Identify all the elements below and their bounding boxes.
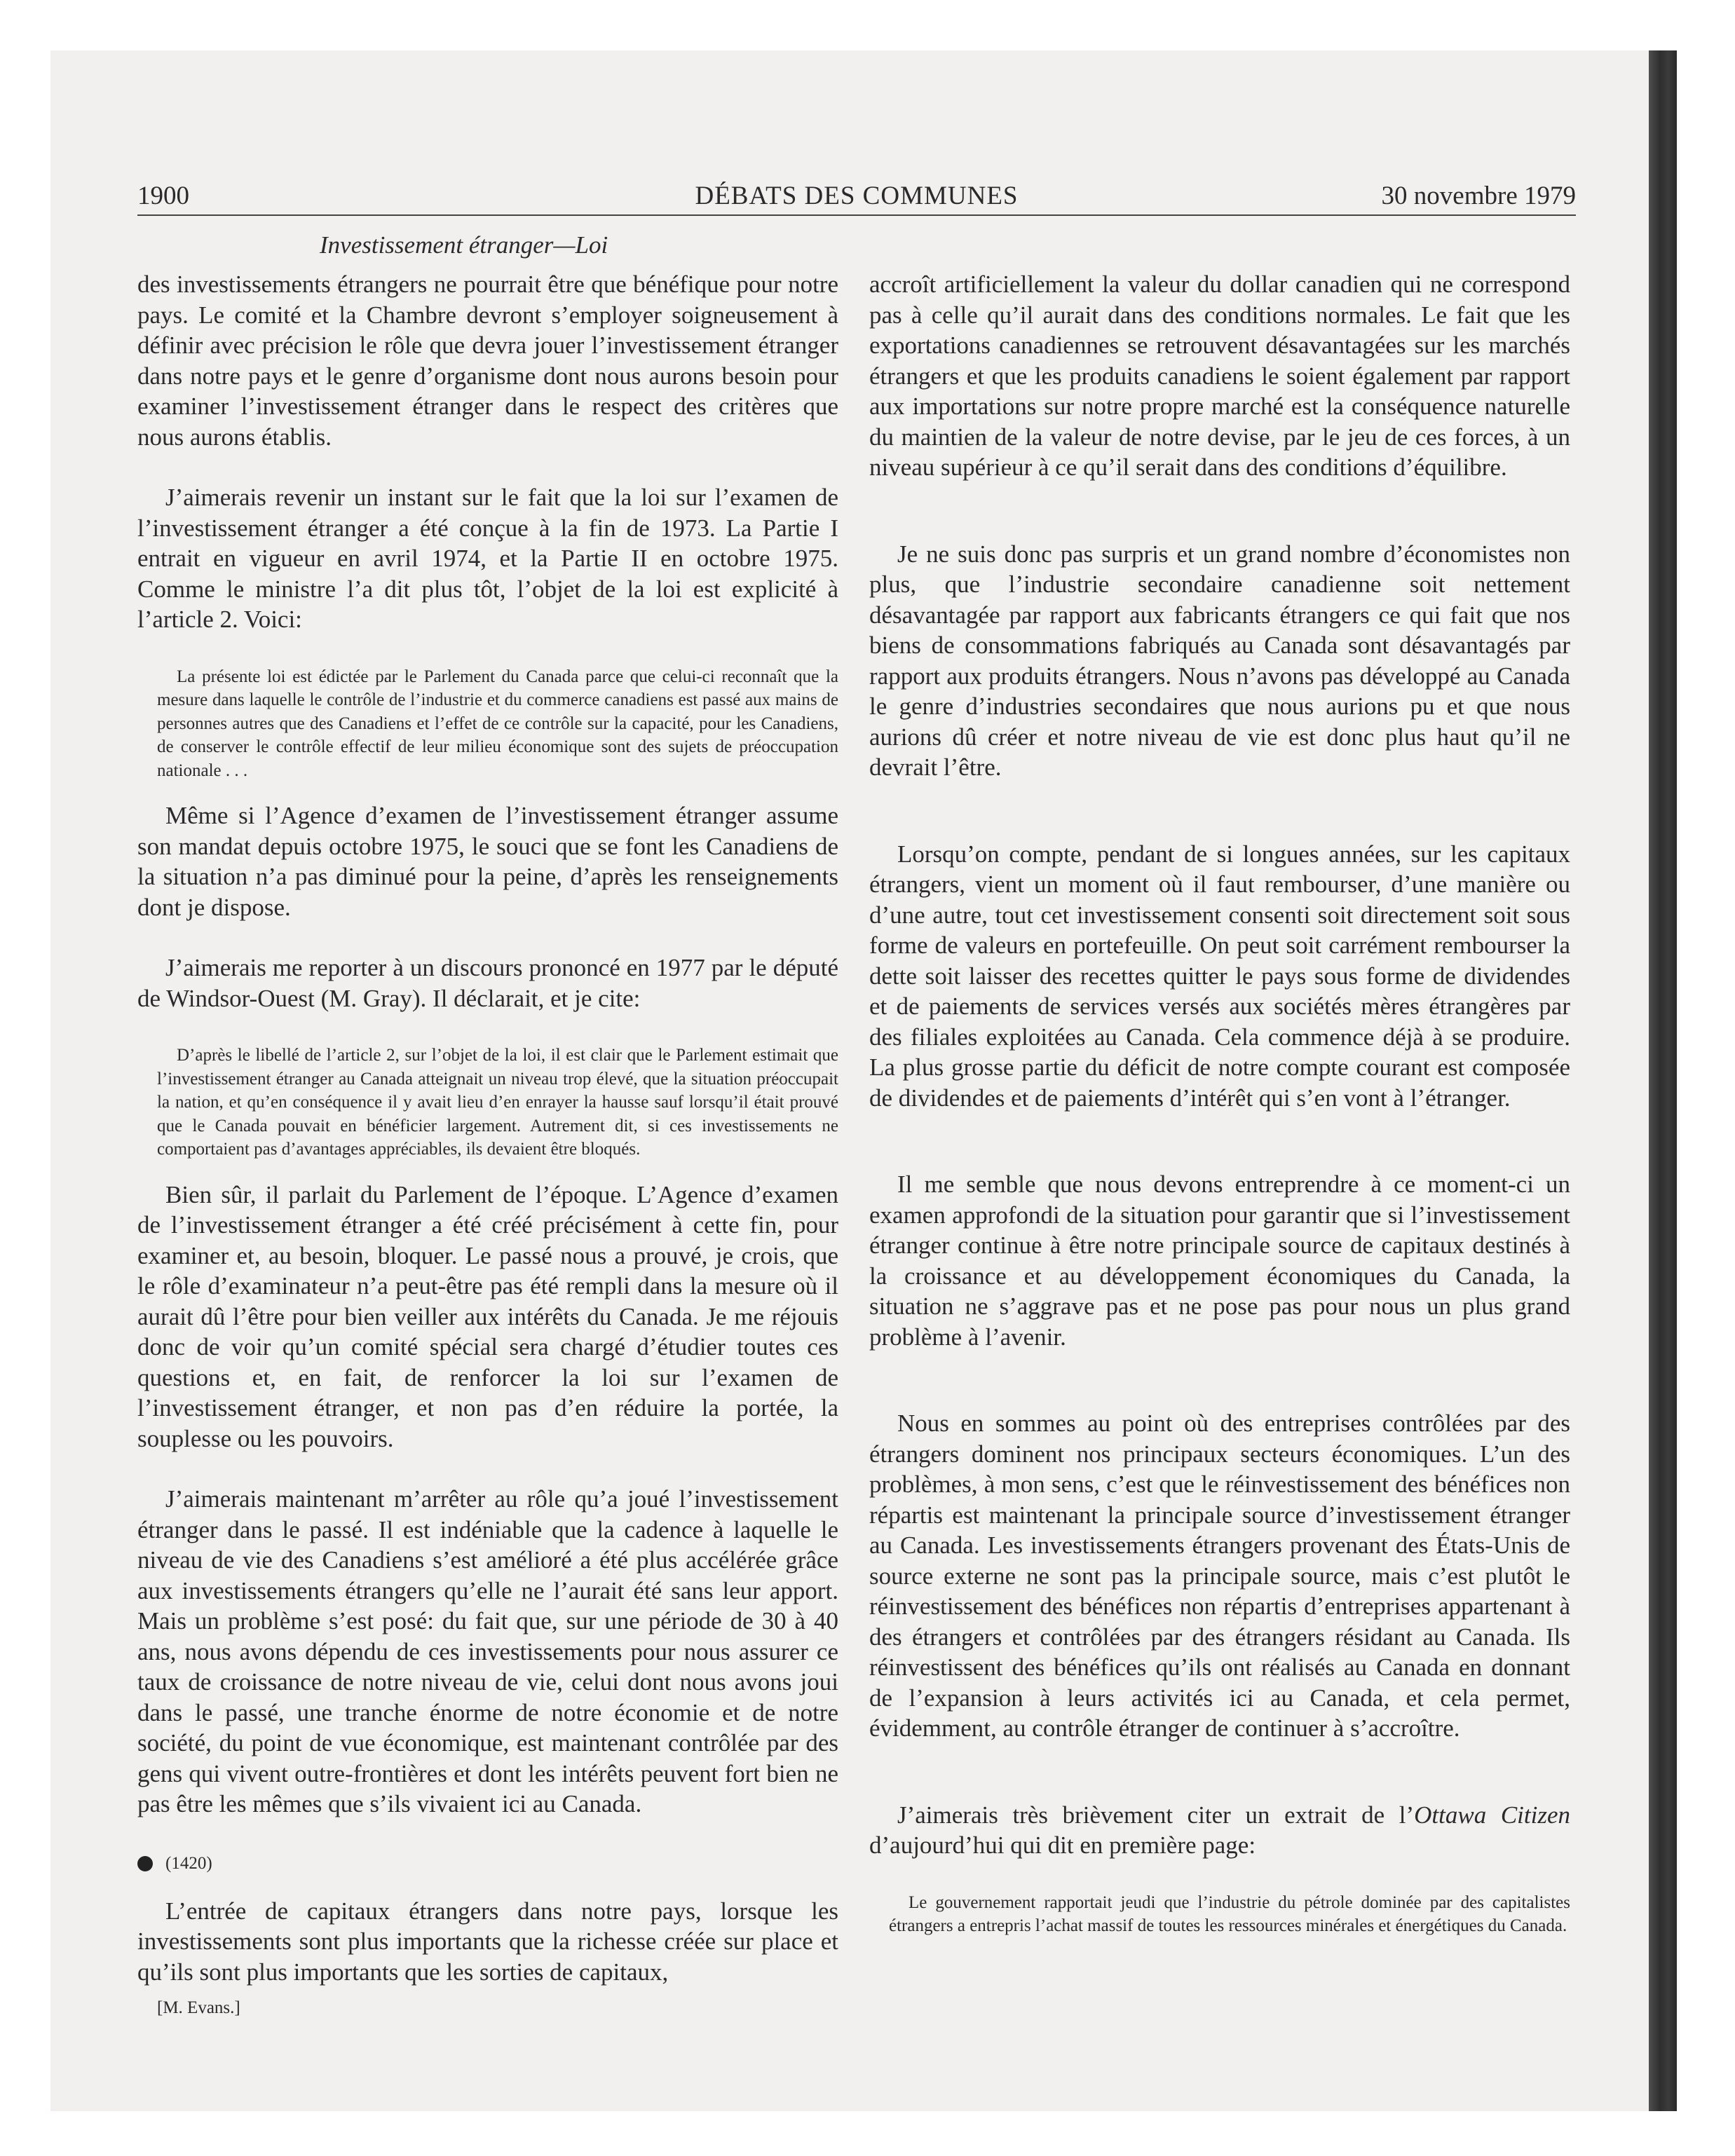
right-column [869,269,1570,1938]
paragraph: J’aimerais revenir un instant sur le fait que la loi sur l’examen de l’investissement étranger a été conçue à la fin de 1973. La Partie I entrait en vigueur en avril 1974, et la Partie II en octobre 1975. Comme le ministre l’a dit plus tôt, l’objet de la loi est explicité à l’article 2. Voici: [137,484,838,633]
publication-date: 30 novembre 1979 [1381,182,1576,210]
time-marker [137,1850,838,1878]
paragraph: J’aimerais maintenant m’arrêter au rôle qu’a joué l’investissement étranger dans le passé. Il est indéniable que la cadence à laquelle le niveau de vie des Canadiens s’est amélioré a été plus accélérée grâce aux investissements étrangers qu’elle ne l’aurait été sans leur apport. Mais un problème s’est posé: du fait que, sur une période de 30 à 40 ans, nous avons dépendu de ces investissements pour nous assurer ce taux de croissance de notre niveau de vie, celui dont nous avons joui dans le passé, une tranche énorme de notre économie et de notre société, du point de vue économique, est maintenant contrôlée par des gens qui vivent outre-frontières et dont les intérêts peuvent fort bien ne pas être les mêmes que s’ils vivaient ici au Canada. [137,1485,838,1817]
speaker-tag: [M. Evans.] [157,1998,240,2017]
paragraph: Je ne suis donc pas surpris et un grand nombre d’économistes non plus, que l’industrie secondaire canadienne soit nettement désavantagée par rapport aux fabricants étrangers ce qui fait que nos biens de consommations fabriqués au Canada sont désavantagés par rapport aux produits étrangers. Nous n’avons pas développé au Canada le genre d’industries secondaires que nous aurions pu et que nous aurions dû créer et notre niveau de vie est donc plus haut qu’il ne devrait l’être. [869,540,1570,781]
paragraph: Lorsqu’on compte, pendant de si longues années, sur les capitaux étrangers, vient un moment où il faut rembourser, d’une manière ou d’une autre, tout cet investissement consenti soit directement soit sous forme de valeurs en portefeuille. On peut soit carrément rembourser la dette soit laisser des recettes quitter le pays sous forme de dividendes et de paiements de services versés aux sociétés mères étrangères par des filiales exploitées au Canada. Cela commence déjà à se produire. La plus grosse partie du déficit de notre compte courant est composée de dividendes et de paiements d’intérêt qui s’en vont à l’étranger. [869,840,1570,1112]
page-number: 1900 [137,182,189,210]
page-header [137,178,1576,216]
newspaper-name: Ottawa Citizen [1414,1801,1571,1829]
paragraph: Bien sûr, il parlait du Parlement de l’époque. L’Agence d’examen de l’investissement étranger a été créé précisément à cette fin, pour examiner et, au besoin, bloquer. Le passé nous a prouvé, je crois, que le rôle d’examinateur n’a peut-être pas été rempli dans la mesure où il aurait dû l’être pour bien veiller aux intérêts du Canada. Je me réjouis donc de voir qu’un comité spécial sera chargé d’étudier toutes ces questions et, en fait, de renforcer la loi sur l’examen de l’investissement étranger, et non pas d’en réduire la portée, la souplesse ou les pouvoirs. [137,1180,838,1452]
bullet-icon [137,1856,153,1871]
publication-title: DÉBATS DES COMMUNES [695,182,1019,210]
paragraph: des investissements étrangers ne pourrait être que bénéfique pour notre pays. Le comité et la Chambre devront s’employer soigneusement à définir avec précision le rôle que devra jouer l’investissement étranger dans notre pays et le genre d’organisme dont nous aurons besoin pour examiner l’investissement étranger dans le respect des critères que nous aurons établis. [137,271,838,451]
paragraph: J’aimerais me reporter à un discours prononcé en 1977 par le député de Windsor-Ouest (M. Gray). Il déclarait, et je cite: [137,954,838,1012]
block-quote: D’après le libellé de l’article 2, sur l’objet de la loi, il est clair que le Parlement estimait que l’investissement étranger au Canada atteignait un niveau trop élevé, que la situation préoccupait la nation, et qu’en conséquence il y avait lieu d’en enrayer la hausse sauf lorsqu’il était prouvé que le Canada pouvait en bénéficier largement. Autrement dit, si ces investissements ne comportaient pas d’avantages appréciables, ils devaient être bloqués. [157,1046,838,1159]
paragraph: Il me semble que nous devons entreprendre à ce moment-ci un examen approfondi de la situation pour garantir que si l’investissement étranger continue à être notre principale source de capitaux destinés à la croissance et au développement économiques du Canada, la situation ne s’aggrave pas et ne pose pas pour nous un plus grand problème à l’avenir. [869,1171,1570,1351]
paragraph: accroît artificiellement la valeur du dollar canadien qui ne correspond pas à celle qu’il aurait dans des conditions normales. Le fait que les exportations canadiennes se retrouvent désavantagées sur les marchés étrangers et que les produits canadiens le soient également par rapport aux importations sur notre propre marché est la conséquence naturelle du maintien de la valeur de notre devise, par le jeu de ces forces, à un niveau supérieur à ce qu’il serait dans des conditions d’équilibre. [869,271,1570,481]
block-quote: Le gouvernement rapportait jeudi que l’industrie du pétrole dominée par des capitalistes étrangers a entrepris l’achat massif de toutes les ressources minérales et énergétiques du Canada. [889,1892,1570,1935]
scan-margin-right [1677,0,1735,2156]
paragraph: L’entrée de capitaux étrangers dans notre pays, lorsque les investissements sont plus importants que la richesse créée sur place et qu’ils sont plus importants que les sorties de capitaux, [137,1897,838,1986]
scan-margin-left [0,0,50,2156]
running-head: Investissement étranger—Loi [320,231,608,259]
paragraph: Même si l’Agence d’examen de l’investissement étranger assume son mandat depuis octobre 1975, le souci que se font les Canadiens de la situation n’a pas diminué pour la peine, d’après les renseignements dont je dispose. [137,802,838,921]
paragraph-text: J’aimerais très brièvement citer un extrait de l’ [897,1801,1415,1829]
paragraph: Nous en sommes au point où des entreprises contrôlées par des étrangers dominent nos principaux secteurs économiques. L’un des problèmes, à mon sens, c’est que le réinvestissement des bénéfices non répartis est maintenant la principale source d’investissement étranger au Canada. Les investissements étrangers provenant des États-Unis de source externe ne sont pas la principale source, mais c’est plutôt le réinvestissement des bénéfices non répartis d’entreprises appartenant à des étrangers et contrôlées par des étrangers résidant au Canada. Ils réinvestissent des bénéfices qu’ils ont réalisés au Canada en donnant de l’expansion à leurs activités ici au Canada, et cela permet, évidemment, au contrôle étranger de continuer à s’accroître. [869,1410,1570,1742]
time-marker-text: (1420) [165,1853,212,1873]
scan-margin-top [0,0,1735,50]
left-column [137,228,838,2021]
paragraph-text: d’aujourd’hui qui dit en première page: [869,1831,1256,1859]
block-quote: La présente loi est édictée par le Parlement du Canada parce que celui-ci reconnaît que la mesure dans laquelle le contrôle de l’industrie et du commerce canadiens est passé aux mains de personnes autres que des Canadiens et l’effet de ce contrôle sur la capacité, pour les Canadiens, de conserver le contrôle effectif de leur milieu économique sont des sujets de préoccupation nationale . . . [157,667,838,780]
scan-margin-bottom [0,2111,1735,2156]
paragraph [869,1800,1570,1861]
scan-edge-shadow [1649,50,1677,2111]
